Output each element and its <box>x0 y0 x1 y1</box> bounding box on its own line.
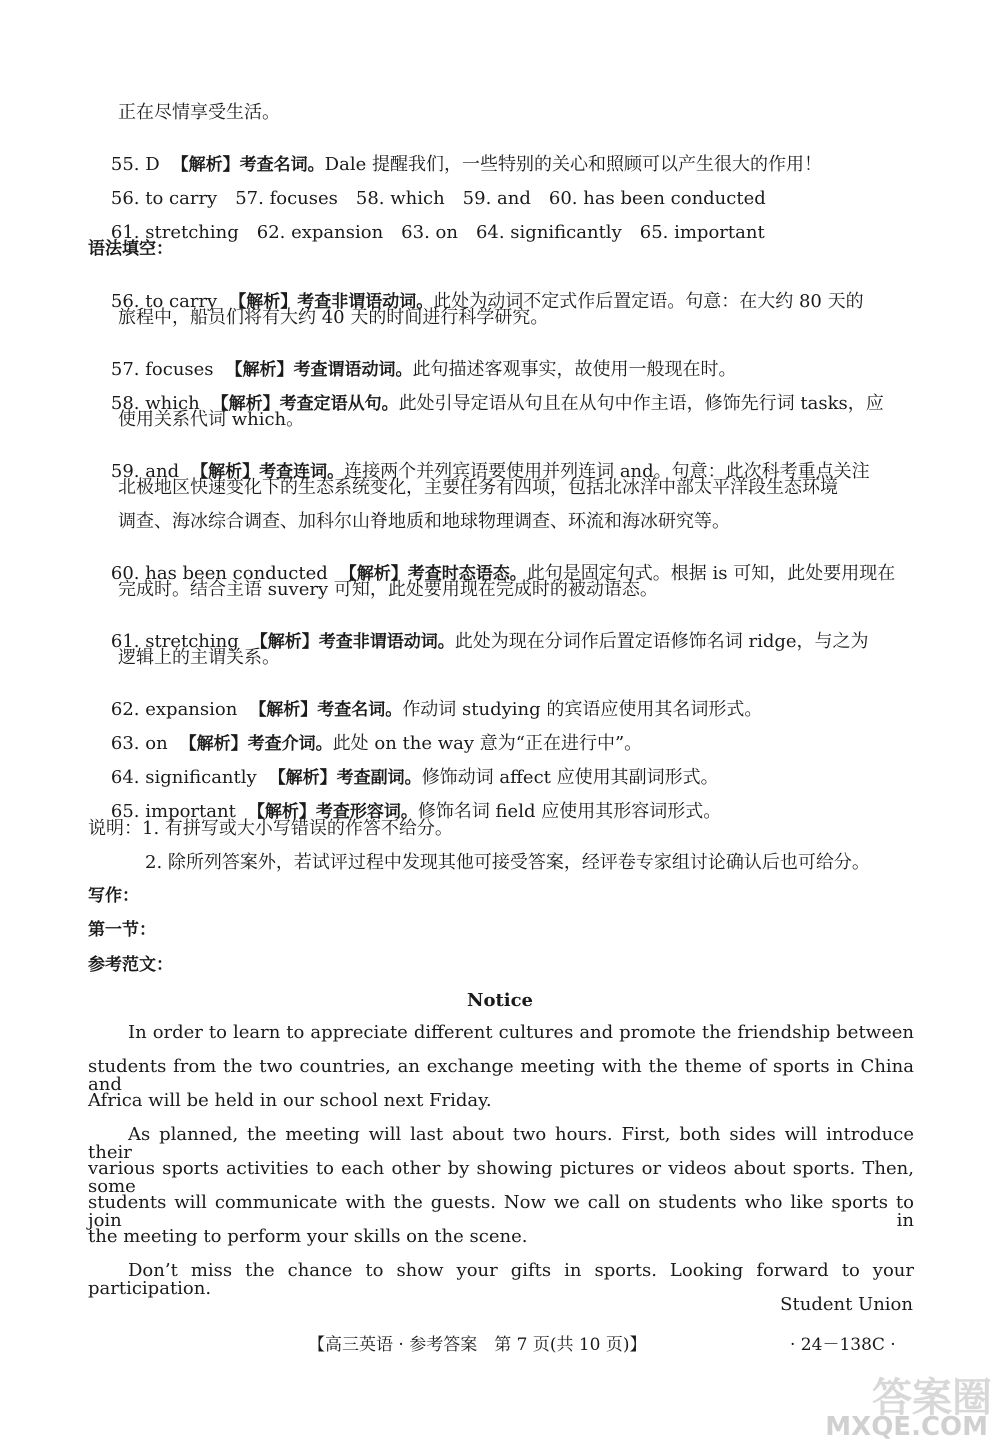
analysis-tag: 【解析】考查介词。 <box>179 734 333 754</box>
essay-line: In order to learn to appreciate different cultures and promote the friendship between <box>128 1022 914 1043</box>
answer-explanation: 修饰动词 affect 应使用其副词形式。 <box>421 767 719 788</box>
essay-line: various sports activities to each other by showing pictures or videos about sports. Then, some <box>88 1158 914 1197</box>
answer-item: 59. and <box>462 188 531 209</box>
answer-explanation: 此处为现在分词作后置定语修饰名词 ridge，与之为 <box>454 631 869 652</box>
answer-summary-row-2 <box>88 206 765 260</box>
analysis-tag: 【解析】考查副词。 <box>268 768 422 788</box>
answer-number: 57. focuses <box>110 359 214 380</box>
answer-explanation: 此处 on the way 意为“正在进行中”。 <box>332 733 643 754</box>
answer-item: 58. which <box>355 188 445 209</box>
answer-item: 56. to carry <box>110 188 218 209</box>
answer-number: 58. which <box>110 393 200 414</box>
answer-explanation: 作动词 studying 的宾语应使用其名词形式。 <box>402 699 763 720</box>
writing-heading: 写作： <box>88 886 139 906</box>
answer-number: 60. has been conducted <box>110 563 328 584</box>
page-footer: 【高三英语 · 参考答案 第 7 页(共 10 页)】 <box>308 1335 647 1355</box>
analysis-tag: 【解析】考查定语从句。 <box>211 394 399 414</box>
analysis-tag: 【解析】考查名词。 <box>171 155 325 175</box>
sample-essay-heading: 参考范文： <box>88 955 173 975</box>
document-code: · 24－138C · <box>790 1335 896 1355</box>
answer-explanation: 连接两个并列宾语要使用并列连词 and。句意：此次科考重点关注 <box>344 461 870 482</box>
answer-number: 63. on <box>110 733 168 754</box>
analysis-tag: 【解析】考查非谓语动词。 <box>229 292 434 312</box>
essay-line: students will communicate with the guests. Now we call on students who like sports to join in <box>88 1192 914 1231</box>
answer-item: 60. has been conducted <box>548 188 766 209</box>
answer-item: 65. important <box>639 222 765 243</box>
essay-line: the meeting to perform your skills on the scene. <box>88 1226 528 1247</box>
essay-line: As planned, the meeting will last about two hours. First, both sides will introduce their <box>88 1124 914 1163</box>
answer-number: 64. significantly <box>110 767 257 788</box>
answer-56-cont: 旅程中，船员们将有大约 40 天的时间进行科学研究。 <box>118 307 549 328</box>
section-heading: 第一节： <box>88 920 156 940</box>
analysis-tag: 【解析】考查连词。 <box>191 462 345 482</box>
watermark-url: MXQE.COM <box>825 1412 988 1442</box>
note-2: 2. 除所列答案外，若试评过程中发现其他可接受答案，经评卷专家组讨论确认后也可给分。 <box>145 852 870 873</box>
note-1: 说明：1. 有拼写或大小写错误的作答不给分。 <box>88 818 453 839</box>
answer-item: 62. expansion <box>256 222 384 243</box>
answer-number: 65. important <box>110 801 236 822</box>
essay-line: Don’t miss the chance to show your gifts in sports. Looking forward to your participation. <box>88 1260 914 1299</box>
answer-59-cont: 调查、海冰综合调查、加科尔山脊地质和地球物理调查、环流和海冰研究等。 <box>118 511 730 532</box>
essay-title: Notice <box>466 990 534 1011</box>
answer-number: 62. expansion <box>110 699 238 720</box>
answer-item: 57. focuses <box>235 188 338 209</box>
essay-line: students from the two countries, an exchange meeting with the theme of sports in China and <box>88 1056 914 1095</box>
answer-58-cont: 使用关系代词 which。 <box>118 409 305 430</box>
answer-explanation: 此处为动词不定式作后置定语。句意：在大约 80 天的 <box>433 291 864 312</box>
analysis-tag: 【解析】考查形容词。 <box>247 802 418 822</box>
answer-explanation: 此句描述客观事实，故使用一般现在时。 <box>412 359 737 380</box>
answer-explanation: Dale 提醒我们，一些特别的关心和照顾可以产生很大的作用！ <box>324 154 822 175</box>
analysis-tag: 【解析】考查谓语动词。 <box>225 360 413 380</box>
answer-item: 63. on <box>401 222 458 243</box>
analysis-tag: 【解析】考查时态语态。 <box>339 564 527 584</box>
continued-line: 正在尽情享受生活。 <box>118 102 280 123</box>
grammar-heading: 语法填空： <box>88 239 173 259</box>
answer-item: 64. significantly <box>475 222 622 243</box>
answer-number: 61. stretching <box>110 631 239 652</box>
answer-number: 59. and <box>110 461 180 482</box>
answer-explanation: 修饰名词 field 应使用其形容词形式。 <box>417 801 722 822</box>
answer-number: 56. to carry <box>110 291 218 312</box>
answer-60-cont: 完成时。结合主语 suvery 可知，此处要用现在完成时的被动语态。 <box>118 579 658 600</box>
answer-item: 61. stretching <box>110 222 239 243</box>
answer-explanation: 此句是固定句式。根据 is 可知，此处要用现在 <box>526 563 896 584</box>
essay-signature: Student Union <box>780 1294 913 1315</box>
answer-explanation: 此处引导定语从句且在从句中作主语，修饰先行词 tasks，应 <box>398 393 884 414</box>
essay-line: Africa will be held in our school next Friday. <box>88 1090 492 1111</box>
watermark-logo: 答案圈 <box>872 1375 992 1421</box>
analysis-tag: 【解析】考查非谓语动词。 <box>250 632 455 652</box>
answer-59-cont: 北极地区快速变化下的生态系统变化，主要任务有四项，包括北冰洋中部太平洋段生态环境 <box>118 477 838 498</box>
analysis-tag: 【解析】考查名词。 <box>249 700 403 720</box>
answer-number: 55. D <box>110 154 160 175</box>
answer-61-cont: 逻辑上的主谓关系。 <box>118 647 280 668</box>
